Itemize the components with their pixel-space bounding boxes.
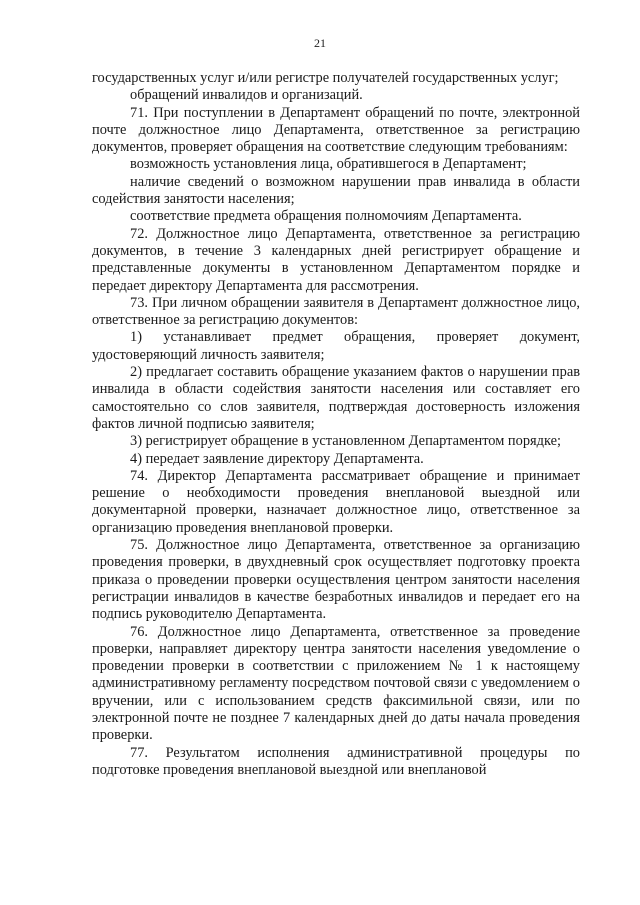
- paragraph-72: 72. Должностное лицо Департамента, ответственное за регистрацию документов, в течение 3 календарных дней регистрирует обращение и представленные документы в установленном Департаментом порядке и передает директору Департамента для рассмотрения.: [92, 225, 580, 294]
- paragraph-list-item: обращений инвалидов и организаций.: [130, 87, 363, 104]
- paragraph-73: 73. При личном обращении заявителя в Департамент должностное лицо, ответственное за регистрацию документов:: [92, 294, 580, 329]
- paragraph-71-requirement-3: соответствие предмета обращения полномочиям Департамента.: [130, 208, 522, 225]
- paragraph-73-item-2: 2) предлагает составить обращение указанием фактов о нарушении прав инвалида в области содействия занятости населения или составляет его самостоятельно со слов заявителя, подтверждая достоверность изложения фактов личной подписью заявителя;: [92, 364, 580, 432]
- paragraph-continuation: государственных услуг и/или регистре получателей государственных услуг;: [92, 70, 559, 86]
- paragraph-73-item-3: 3) регистрирует обращение в установленном Департаментом порядке;: [130, 433, 561, 450]
- page-number: 21: [314, 36, 326, 50]
- paragraph-71-requirement-2: наличие сведений о возможном нарушении прав инвалида в области содействия занятости населения;: [92, 173, 580, 208]
- paragraph-76: 76. Должностное лицо Департамента, ответственное за проведение проверки, направляет директору центра занятости населения уведомление о проведении проверки в соответствии с приложением № 1 к настоящему административному регламенту посредством почтовой связи с уведомлением о вручении, или с использованием средств факсимильной связи, или по электронной почте не позднее 7 календарных дней до даты начала проведения проверки.: [92, 623, 580, 744]
- paragraph-75: 75. Должностное лицо Департамента, ответственное за организацию проведения проверки, в двухдневный срок осуществляет подготовку проекта приказа о проведении проверки осуществления центром занятости населения регистрации инвалидов в качестве безработных инвалидов и передает его на подпись руководителю Департамента.: [92, 537, 580, 623]
- paragraph-73-item-1: 1) устанавливает предмет обращения, проверяет документ, удостоверяющий личность заявителя;: [92, 329, 580, 363]
- paragraph-74: 74. Директор Департамента рассматривает обращение и принимает решение о необходимости проведения внеплановой выездной или документарной проверки, назначает должностное лицо, ответственное за организацию проведения внеплановой проверки.: [92, 467, 580, 536]
- document-body: [92, 70, 580, 779]
- paragraph-71-requirement-1: возможность установления лица, обратившегося в Департамент;: [130, 156, 527, 173]
- paragraph-77: 77. Результатом исполнения административной процедуры по подготовке проведения внеплановой выездной или внеплановой: [92, 744, 580, 778]
- paragraph-71: 71. При поступлении в Департамент обращений по почте, электронной почте должностное лицо Департамента, ответственное за регистрацию документов, проверяет обращения на соответствие следующим требованиям:: [92, 104, 580, 156]
- paragraph-73-item-4: 4) передает заявление директору Департамента.: [130, 450, 424, 467]
